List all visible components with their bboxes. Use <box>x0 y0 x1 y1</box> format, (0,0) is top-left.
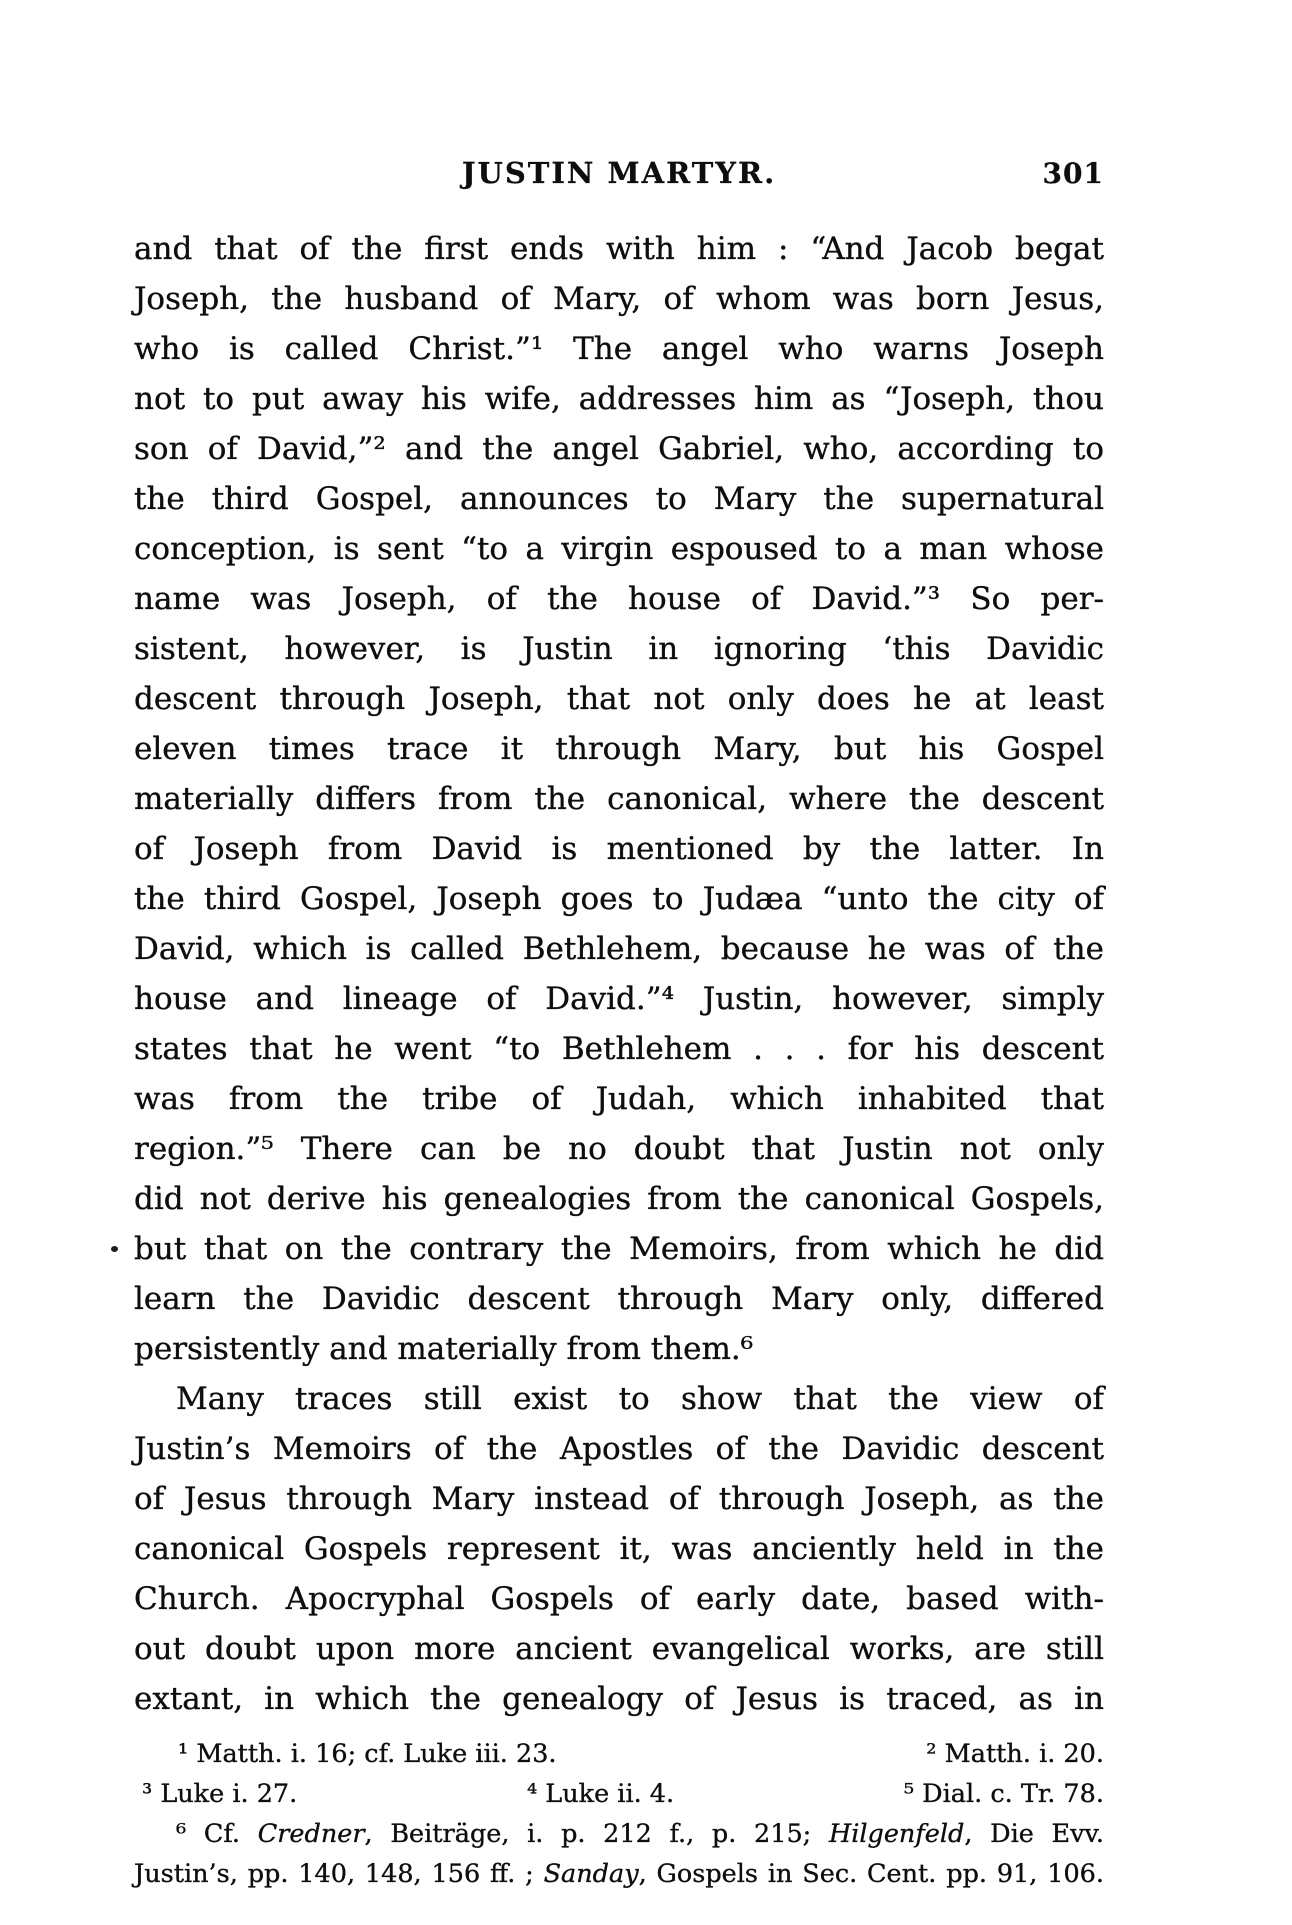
body-text-line: extant, in which the genealogy of Jesus is traced, as in <box>134 1681 1104 1717</box>
body-text-line: not to put away his wife, addresses him as “Joseph, thou <box>134 381 1104 417</box>
footnote-text: , Gospels in Sec. Cent. pp. 91, 106. <box>638 1859 1104 1889</box>
footnote-italic-text: Credner <box>257 1819 365 1849</box>
footnote-2: ² Matth. i. 20. <box>926 1739 1104 1769</box>
body-text-line: region.”⁵ There can be no doubt that Justin not only <box>134 1131 1104 1167</box>
footnote-text: Justin’s, pp. 140, 148, 156 ff. ; <box>134 1859 544 1889</box>
body-text-line: persistently and materially from them.⁶ <box>134 1331 754 1367</box>
body-text-line: was from the tribe of Judah, which inhabited that <box>134 1081 1104 1117</box>
body-text-line: canonical Gospels represent it, was anciently held in the <box>134 1531 1104 1567</box>
body-text-line: who is called Christ.”¹ The angel who warns Joseph <box>134 331 1104 367</box>
footnote-row-2 <box>134 1774 1104 1814</box>
body-text-line: Many traces still exist to show that the view of <box>176 1381 1104 1417</box>
body-text-line: learn the Davidic descent through Mary only, differed <box>134 1281 1104 1317</box>
body-text-line: name was Joseph, of the house of David.”³ So per- <box>134 581 1104 617</box>
body-text-line: of Jesus through Mary instead of through Joseph, as the <box>134 1481 1104 1517</box>
footnote-text: , Beiträge, i. p. 212 f., p. 215; <box>364 1819 829 1849</box>
page-number: 301 <box>1042 157 1104 190</box>
body-text-line: sistent, however, is Justin in ignoring ‘this Davidic <box>134 631 1104 667</box>
body-text <box>134 224 1104 1724</box>
body-text-line: house and lineage of David.”⁴ Justin, however, simply <box>134 981 1104 1017</box>
body-text-line: out doubt upon more ancient evangelical works, are still <box>134 1631 1104 1667</box>
footnote-5: ⁵ Dial. c. Tr. 78. <box>903 1779 1104 1809</box>
footnote-6-line-1 <box>134 1814 1104 1854</box>
body-text-line: but that on the contrary the Memoirs, from which he did <box>134 1231 1104 1267</box>
body-text-line: descent through Joseph, that not only does he at least <box>134 681 1104 717</box>
footnote-text: , Die Evv. <box>964 1819 1104 1849</box>
footnote-italic-text: Hilgenfeld <box>828 1819 965 1849</box>
body-text-line: of Joseph from David is mentioned by the latter. In <box>134 831 1104 867</box>
footnote-1: ¹ Matth. i. 16; cf. Luke iii. 23. <box>178 1739 557 1769</box>
body-text-line: son of David,”² and the angel Gabriel, who, according to <box>134 431 1104 467</box>
body-text-line: David, which is called Bethlehem, because he was of the <box>134 931 1104 967</box>
body-text-line: eleven times trace it through Mary, but his Gospel <box>134 731 1104 767</box>
footnote-text: ⁶ Cf. <box>176 1819 258 1849</box>
body-text-line: Church. Apocryphal Gospels of early date, based with- <box>134 1581 1104 1617</box>
body-text-line: Justin’s Memoirs of the Apostles of the Davidic descent <box>134 1431 1104 1467</box>
running-head-title: JUSTIN MARTYR. <box>461 156 777 190</box>
body-text-line: did not derive his genealogies from the canonical Gospels, <box>134 1181 1104 1217</box>
body-text-line: materially differs from the canonical, where the descent <box>134 781 1104 817</box>
footnotes <box>134 1734 1104 1894</box>
body-text-line: the third Gospel, announces to Mary the supernatural <box>134 481 1104 517</box>
body-text-line: Joseph, the husband of Mary, of whom was born Jesus, <box>134 281 1104 317</box>
body-text-line: states that he went “to Bethlehem . . . for his descent <box>134 1031 1104 1067</box>
footnote-row-1 <box>134 1734 1104 1774</box>
body-text-line: the third Gospel, Joseph goes to Judæa “unto the city of <box>134 881 1104 917</box>
footnote-4: ⁴ Luke ii. 4. <box>526 1779 675 1809</box>
scan-artifact-dot <box>111 1246 118 1252</box>
footnote-6-line-2 <box>134 1854 1104 1894</box>
footnote-italic-text: Sanday <box>543 1859 639 1889</box>
footnote-3: ³ Luke i. 27. <box>142 1779 298 1809</box>
body-text-line: conception, is sent “to a virgin espoused to a man whose <box>134 531 1104 567</box>
page-header <box>134 156 1104 196</box>
body-text-line: and that of the first ends with him : “And Jacob begat <box>134 231 1104 267</box>
